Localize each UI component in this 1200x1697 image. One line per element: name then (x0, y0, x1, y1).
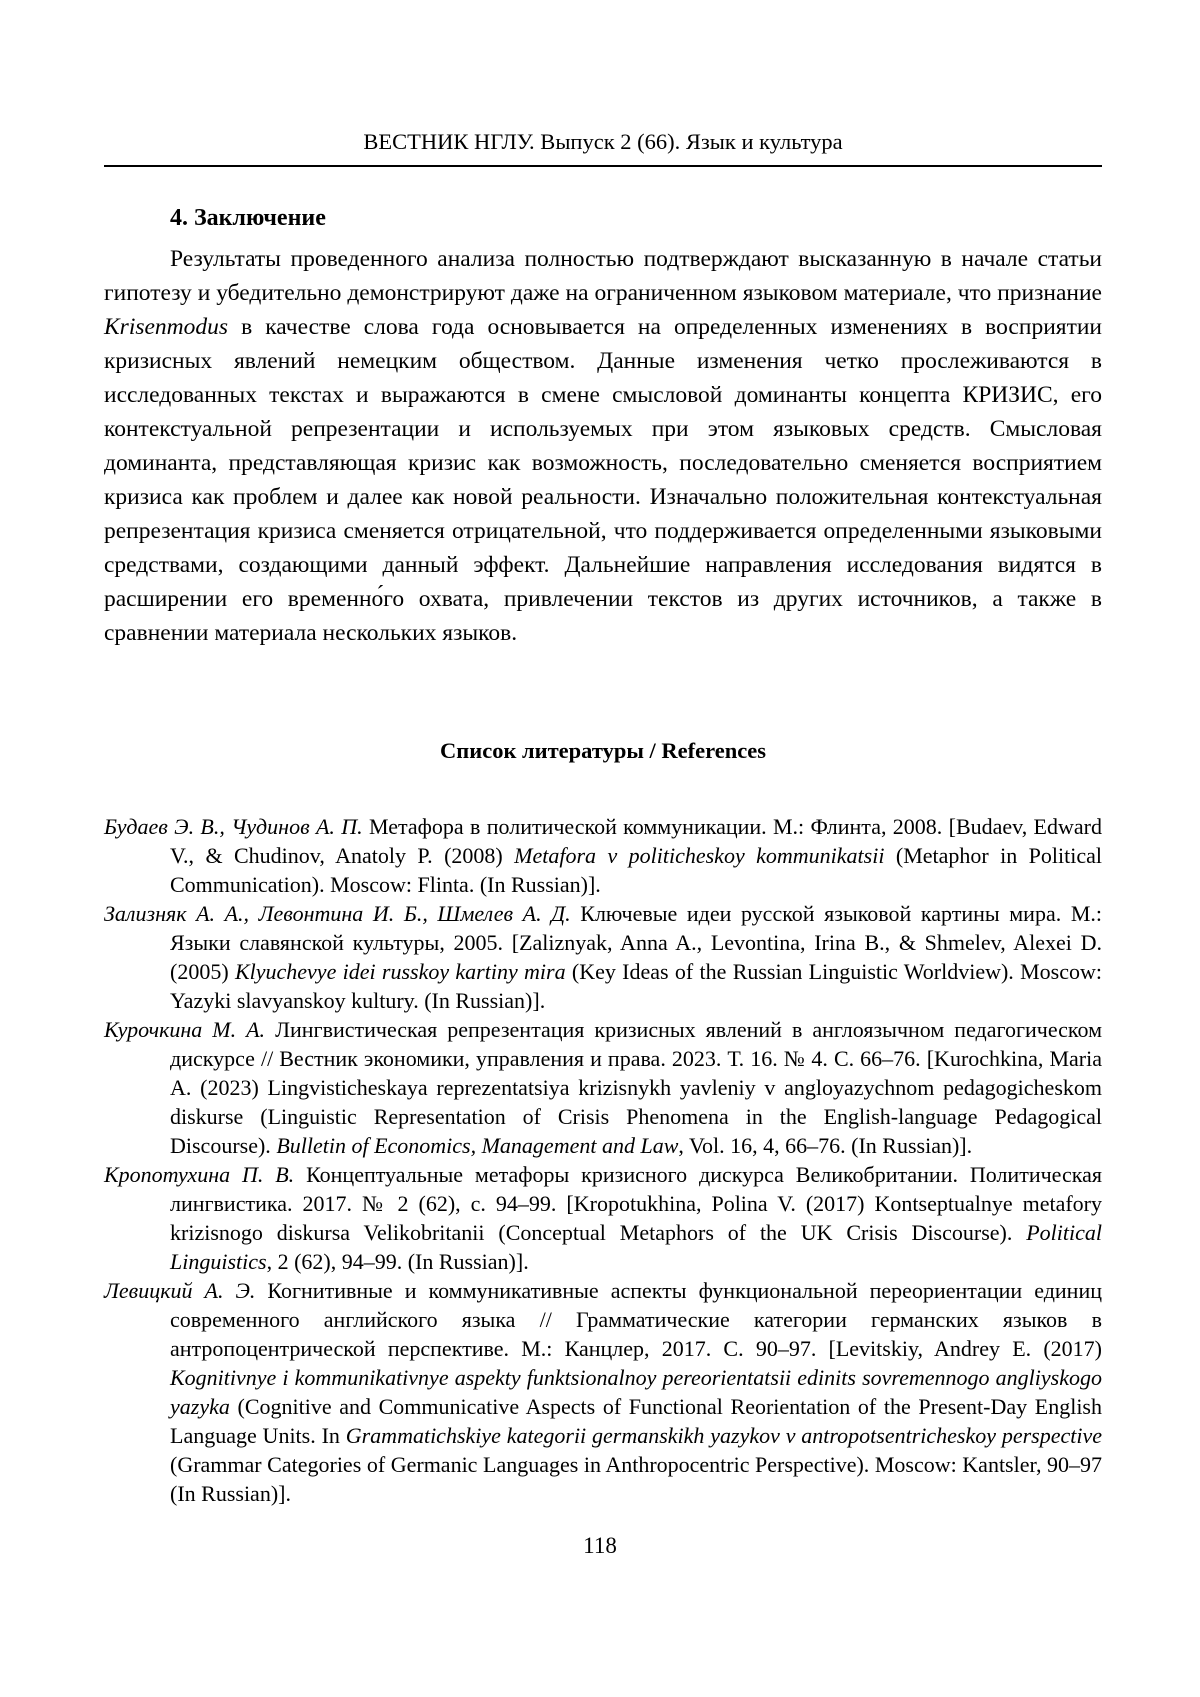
reference-item: Кропотухина П. В. Концептуальные метафоры кризисного дискурса Великобритании. Политическая лингвистика. 2017. № 2 (62), с. 94–99. [Kropotukhina, Polina V. (2017) Kontseptualnye metafory krizisnogo diskursa Velikobritanii (Conceptual Metaphors of the UK Crisis Discourse). Political Linguistics, 2 (62), 94–99. (In Russian)]. (104, 1162, 1102, 1274)
conclusion-paragraph: Результаты проведенного анализа полностью подтверждают высказанную в начале статьи гипотезу и убедительно демонстрируют даже на ограниченном языковом материале, что признание Krisenmodus в качестве слова года основывается на определенных изменениях в восприятии кризисных явлений немецким обществом. Данные изменения четко прослеживаются в исследованных текстах и выражаются в смене смысловой доминанты концепта КРИЗИС, его контекстуальной репрезентации и используемых при этом языковых средств. Смысловая доминанта, представляющая кризис как возможность, последовательно сменяется восприятием кризиса как проблем и далее как новой реальности. Изначально положительная контекстуальная репрезентация кризиса сменяется отрицательной, что поддерживается определенными языковыми средствами, создающими данный эффект. Дальнейшие направления исследования видятся в расширении его временно́го охвата, привлечении текстов из других источников, а также в сравнении материала нескольких языков. (104, 246, 1102, 646)
reference-item: Зализняк А. А., Левонтина И. Б., Шмелев А. Д. Ключевые идеи русской языковой картины мира. М.: Языки славянской культуры, 2005. [Zaliznyak, Anna A., Levontina, Irina B., & Shmelev, Alexei D. (2005) Klyuchevye idei russkoy kartiny mira (Key Ideas of the Russian Linguistic Worldview). Moscow: Yazyki slavyanskoy kultury. (In Russian)]. (104, 901, 1102, 1013)
reference-item: Левицкий А. Э. Когнитивные и коммуникативные аспекты функциональной переориентации единиц современного английского языка // Грамматические категории германских языков в антропоцентрической перспективе. М.: Канцлер, 2017. С. 90–97. [Levitskiy, Andrey E. (2017) Kognitivnye i kommunikativnye aspekty funktsionalnoy pereorientatsii edinits sovremennogo angliyskogo yazyka (Cognitive and Communicative Aspects of Functional Reorientation of the Present-Day English Language Units. In Grammatichskiye kategorii germanskikh yazykov v antropotsentricheskoy perspective (Grammar Categories of Germanic Languages in Anthropocentric Perspective). Moscow: Kantsler, 90–97 (In Russian)]. (104, 1278, 1102, 1506)
reference-item: Будаев Э. В., Чудинов А. П. Метафора в политической коммуникации. М.: Флинта, 2008. [Budaev, Edward V., & Chudinov, Anatoly P. (2008) Metafora v politicheskoy kommunikatsii (Metaphor in Political Communication). Moscow: Flinta. (In Russian)]. (104, 814, 1103, 897)
references-list (104, 812, 1102, 1508)
journal-header: ВЕСТНИК НГЛУ. Выпуск 2 (66). Язык и культура (104, 128, 1102, 167)
page-number: 118 (583, 1533, 617, 1558)
references-heading: Список литературы / References (440, 738, 766, 763)
conclusion-heading: 4. Заключение (170, 205, 326, 231)
reference-item: Курочкина М. А. Лингвистическая репрезентация кризисных явлений в англоязычном педагогическом дискурсе // Вестник экономики, управления и права. 2023. Т. 16. № 4. С. 66–76. [Kurochkina, Maria A. (2023) Lingvisticheskaya reprezentatsiya krizisnykh yavleniy v angloyazychnom pedagogicheskom diskurse (Linguistic Representation of Crisis Phenomena in the English-language Pedagogical Discourse). Bulletin of Economics, Management and Law, Vol. 16, 4, 66–76. (In Russian)]. (104, 1017, 1102, 1158)
